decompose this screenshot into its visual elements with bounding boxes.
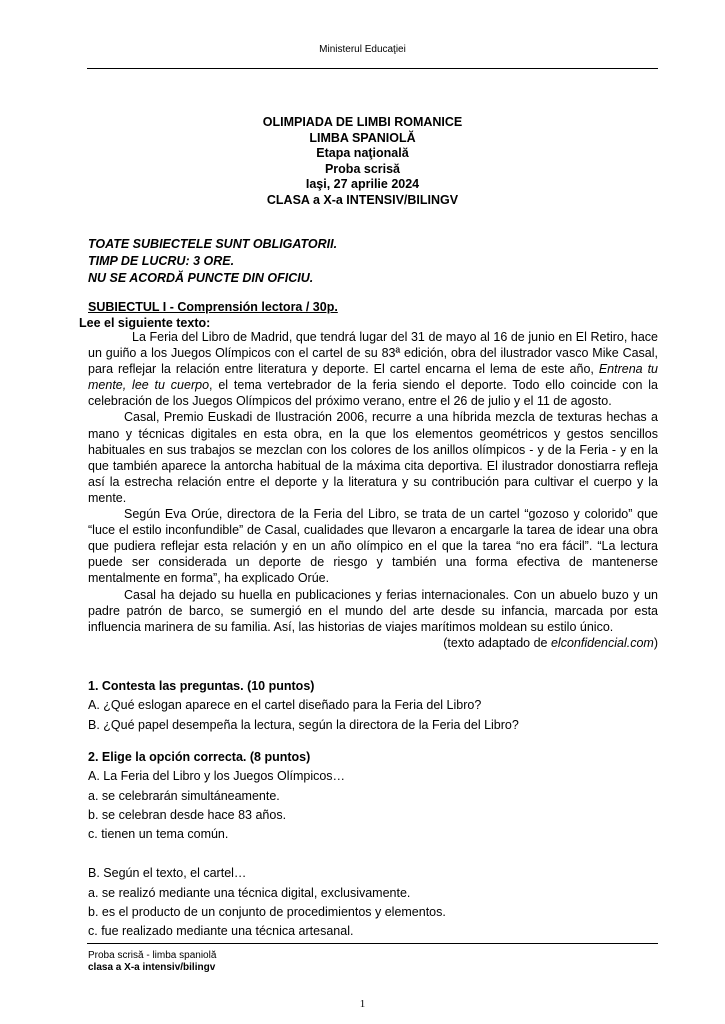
footer [88,950,216,974]
rule-time: TIMP DE LUCRU: 3 ORE. [88,254,235,268]
language-title: LIMBA SPANIOLĂ [309,130,416,145]
slogan-italic: Entrena tu mente, lee tu cuerpo [88,362,658,393]
question-2-a-stem: A. La Feria del Libro y los Juegos Olímpicos… [88,769,346,784]
question-2-b-stem: B. Según el texto, el cartel… [88,866,247,881]
question-2-title: 2. Elige la opción correcta. (8 puntos) [88,750,311,764]
option-c: c. fue realizado mediante una técnica artesanal. [88,924,354,939]
stage-title: Etapa naţională [316,146,409,160]
exam-rules [88,236,337,287]
page-number: 1 [359,998,366,1010]
option-a: a. se celebrarán simultáneamente. [88,788,280,803]
spacer [88,844,658,864]
header-divider [87,68,658,69]
footer-test: Proba scrisă - limba spaniolă [88,950,217,961]
paragraph-2: Casal, Premio Euskadi de Ilustración 2006, recurre a una híbrida mezcla de texturas hechas a mano y técnicas digitales en esta obra, en la que los elementos geométricos y gestos sencillos habituales en sus trabajos se mezclan con los colores de los anillos olímpicos - y de la Feria - y en la que también aparece la antorcha habitual de la máxima cita deportiva. El ilustrador donostiarra refleja así la estrecha relación entre el deporte y la literatura y su contribución para cultivar el cuerpo y la mente. [88,410,658,505]
option-b: b. se celebran desde hace 83 años. [88,807,287,822]
paragraph-4: Casal ha dejado su huella en publicaciones y ferias internacionales. Con un abuelo buzo y un padre patrón de barco, se sumergió en el mundo del arte desde su infancia, marcada por esta influencia marinera de su familia. Así, las historias de viajes marítimos moldean su estilo único. [88,587,658,634]
text-source: (texto adaptado de elconfidencial.com) [443,635,658,650]
question-1-a: A. ¿Qué eslogan aparece en el cartel diseñado para la Feria del Libro? [88,698,482,713]
location-date: Iaşi, 27 aprilie 2024 [305,177,420,191]
exam-title-block [0,115,725,208]
class-title: CLASA a X-a INTENSIV/BILINGV [266,192,459,207]
header-title: Ministerul Educaţiei [319,44,406,55]
test-type: Proba scrisă [324,161,401,176]
rule-mandatory: TOATE SUBIECTELE SUNT OBLIGATORII. [88,237,338,251]
footer-class: clasa a X-a intensiv/bilingv [88,962,216,973]
question-1 [88,677,658,735]
paragraph-1: La Feria del Libro de Madrid, que tendrá lugar del 31 de mayo al 16 de junio en El Retiro, hace un guiño a los Juegos Olímpicos con el cartel de su 83ª edición, obra del ilustrador vasco Mike Casal, para reflejar la relación entre literatura y deporte. El cartel encarna el lema de este año, Entrena tu mente, lee tu cuerpo, el tema vertebrador de la feria siendo el deporte. Todo ello coincide con la celebración de los Juegos Olímpicos del próximo verano, entre el 26 de julio y el 11 de agosto. [88,330,658,409]
option-a: a. se realizó mediante una técnica digital, exclusivamente. [88,885,411,900]
reading-instruction: Lee el siguiente texto: [79,316,211,330]
reading-text [88,329,658,651]
option-c: c. tienen un tema común. [88,827,229,842]
question-2 [88,748,658,942]
rule-points: NU SE ACORDĂ PUNCTE DIN OFICIU. [88,271,314,285]
olympiad-title: OLIMPIADA DE LIMBI ROMANICE [262,115,463,129]
paragraph-3: Según Eva Orúe, directora de la Feria del Libro, se trata de un cartel “gozoso y colorido” que “luce el estilo inconfundible” de Casal, cualidades que llevaron a encargarle la tarea de idear una obra que pudiera reflejar esta relación y en un año olímpico en el que la tarea “no era fácil”. “La lectura puede ser considerada un deporte de riesgo y también una forma efectiva de mantenerse mentalmente en forma”, ha explicado Orúe. [88,507,658,586]
option-b: b. es el producto de un conjunto de procedimientos y elementos. [88,905,446,920]
question-1-b: B. ¿Qué papel desempeña la lectura, según la directora de la Feria del Libro? [88,717,519,732]
question-1-title: 1. Contesta las preguntas. (10 puntos) [88,679,315,693]
subject-heading: SUBIECTUL I - Comprensión lectora / 30p. [88,300,338,314]
footer-divider [87,943,658,944]
